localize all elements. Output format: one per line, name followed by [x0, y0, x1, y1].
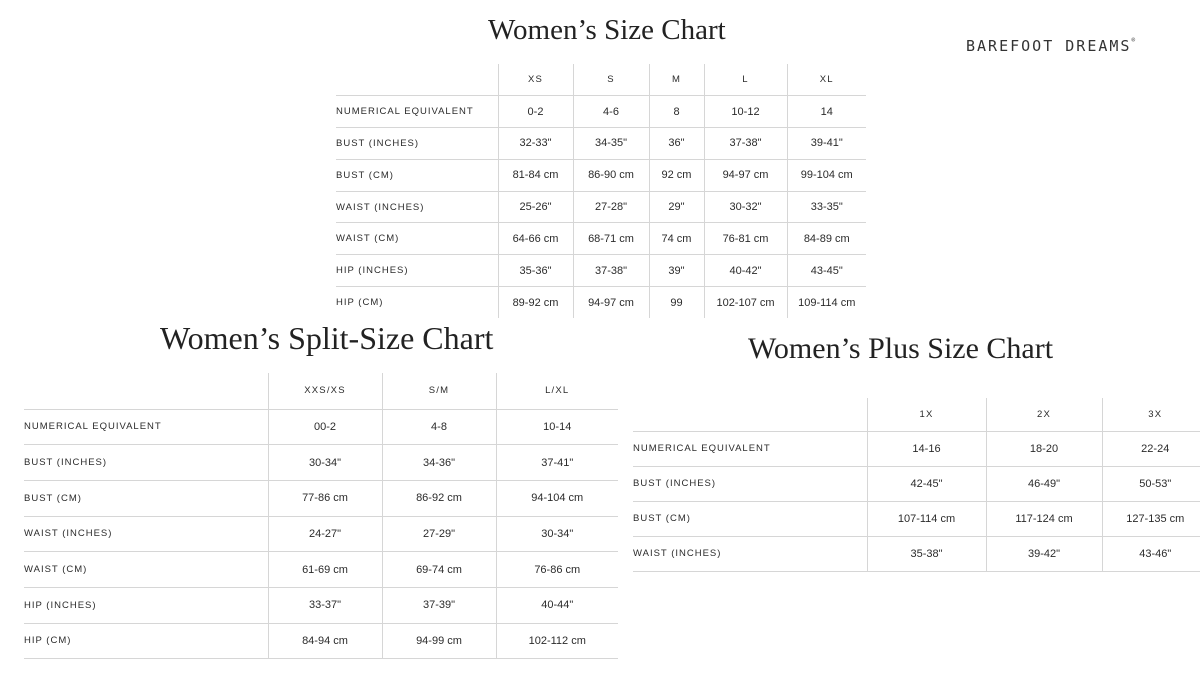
row-label: BUST (CM) [24, 480, 268, 516]
table-cell: 89-92 cm [498, 287, 573, 319]
table-cell: 37-41" [496, 445, 618, 481]
table-row [633, 431, 1200, 466]
table-cell: 50-53" [1102, 466, 1200, 501]
column-header: L [704, 64, 787, 96]
column-header: L/XL [496, 373, 618, 409]
table-cell: 94-97 cm [573, 287, 649, 319]
womens-plus-size-table [633, 398, 1200, 572]
row-label: BUST (CM) [633, 501, 867, 536]
table-row [24, 445, 618, 481]
table-cell: 29" [649, 191, 704, 223]
table-cell: 35-38" [867, 536, 986, 571]
column-header: 1X [867, 398, 986, 431]
row-label: WAIST (CM) [336, 223, 498, 255]
table-cell: 4-6 [573, 96, 649, 128]
table-cell: 127-135 cm [1102, 501, 1200, 536]
table-cell: 37-39" [382, 587, 496, 623]
column-header: XS [498, 64, 573, 96]
table-cell: 39-41" [787, 128, 866, 160]
table-cell: 33-35" [787, 191, 866, 223]
column-header: S/M [382, 373, 496, 409]
table-cell: 33-37" [268, 587, 382, 623]
table-cell: 99 [649, 287, 704, 319]
table-cell: 34-35" [573, 128, 649, 160]
row-label-header [336, 64, 498, 96]
table-cell: 37-38" [704, 128, 787, 160]
table-row [336, 287, 866, 319]
row-label: WAIST (INCHES) [633, 536, 867, 571]
table-cell: 69-74 cm [382, 552, 496, 588]
table-cell: 102-107 cm [704, 287, 787, 319]
row-label: HIP (CM) [24, 623, 268, 659]
row-label: HIP (INCHES) [24, 587, 268, 623]
table-cell: 30-34" [268, 445, 382, 481]
table-cell: 18-20 [986, 431, 1102, 466]
table-row [24, 480, 618, 516]
table-cell: 39-42" [986, 536, 1102, 571]
table-cell: 36" [649, 128, 704, 160]
table-cell: 30-34" [496, 516, 618, 552]
table-cell: 8 [649, 96, 704, 128]
table-cell: 76-86 cm [496, 552, 618, 588]
table-row [24, 587, 618, 623]
table-cell: 0-2 [498, 96, 573, 128]
column-header: 3X [1102, 398, 1200, 431]
table-cell: 94-99 cm [382, 623, 496, 659]
table-cell: 27-29" [382, 516, 496, 552]
table-cell: 43-45" [787, 255, 866, 287]
row-label-header [24, 373, 268, 409]
womens-plus-size-chart-title: Women’s Plus Size Chart [748, 332, 1054, 365]
table-cell: 32-33" [498, 128, 573, 160]
table-row [24, 623, 618, 659]
table-cell: 43-46" [1102, 536, 1200, 571]
table-cell: 94-97 cm [704, 159, 787, 191]
table-cell: 94-104 cm [496, 480, 618, 516]
table-cell: 92 cm [649, 159, 704, 191]
table-cell: 42-45" [867, 466, 986, 501]
table-row [633, 466, 1200, 501]
table-cell: 109-114 cm [787, 287, 866, 319]
table-cell: 68-71 cm [573, 223, 649, 255]
table-row [24, 552, 618, 588]
table-header-row [336, 64, 866, 96]
table-row [336, 96, 866, 128]
table-cell: 99-104 cm [787, 159, 866, 191]
column-header: 2X [986, 398, 1102, 431]
table-cell: 34-36" [382, 445, 496, 481]
table-row [336, 191, 866, 223]
row-label: WAIST (INCHES) [24, 516, 268, 552]
row-label-header [633, 398, 867, 431]
registered-mark: ® [1131, 37, 1136, 44]
table-cell: 10-14 [496, 409, 618, 445]
row-label: NUMERICAL EQUIVALENT [336, 96, 498, 128]
womens-split-size-chart-title: Women’s Split-Size Chart [160, 320, 494, 356]
table-cell: 37-38" [573, 255, 649, 287]
table-cell: 40-42" [704, 255, 787, 287]
table-cell: 81-84 cm [498, 159, 573, 191]
table-cell: 40-44" [496, 587, 618, 623]
row-label: BUST (INCHES) [24, 445, 268, 481]
table-row [633, 536, 1200, 571]
table-cell: 86-90 cm [573, 159, 649, 191]
row-label: WAIST (CM) [24, 552, 268, 588]
table-cell: 117-124 cm [986, 501, 1102, 536]
table-cell: 84-89 cm [787, 223, 866, 255]
row-label: NUMERICAL EQUIVALENT [633, 431, 867, 466]
row-label: NUMERICAL EQUIVALENT [24, 409, 268, 445]
table-cell: 84-94 cm [268, 623, 382, 659]
column-header: S [573, 64, 649, 96]
table-cell: 76-81 cm [704, 223, 787, 255]
row-label: BUST (INCHES) [336, 128, 498, 160]
table-cell: 46-49" [986, 466, 1102, 501]
row-label: WAIST (INCHES) [336, 191, 498, 223]
table-row [336, 159, 866, 191]
table-row [24, 409, 618, 445]
table-cell: 27-28" [573, 191, 649, 223]
table-header-row [633, 398, 1200, 431]
table-cell: 4-8 [382, 409, 496, 445]
table-cell: 14 [787, 96, 866, 128]
column-header: XL [787, 64, 866, 96]
brand-logo [966, 37, 1135, 55]
table-row [633, 501, 1200, 536]
table-row [336, 128, 866, 160]
table-cell: 77-86 cm [268, 480, 382, 516]
table-cell: 35-36" [498, 255, 573, 287]
table-cell: 22-24 [1102, 431, 1200, 466]
table-cell: 74 cm [649, 223, 704, 255]
row-label: HIP (CM) [336, 287, 498, 319]
table-cell: 39" [649, 255, 704, 287]
column-header: M [649, 64, 704, 96]
table-cell: 25-26" [498, 191, 573, 223]
table-cell: 61-69 cm [268, 552, 382, 588]
womens-size-chart-title: Women’s Size Chart [488, 14, 726, 46]
table-header-row [24, 373, 618, 409]
table-cell: 24-27" [268, 516, 382, 552]
womens-split-size-table [24, 373, 618, 659]
table-cell: 64-66 cm [498, 223, 573, 255]
table-row [336, 223, 866, 255]
row-label: HIP (INCHES) [336, 255, 498, 287]
table-cell: 107-114 cm [867, 501, 986, 536]
table-cell: 14-16 [867, 431, 986, 466]
table-cell: 86-92 cm [382, 480, 496, 516]
brand-name: BAREFOOT DREAMS [966, 37, 1132, 55]
row-label: BUST (CM) [336, 159, 498, 191]
row-label: BUST (INCHES) [633, 466, 867, 501]
table-cell: 102-112 cm [496, 623, 618, 659]
column-header: XXS/XS [268, 373, 382, 409]
womens-size-table [336, 64, 866, 318]
table-row [336, 255, 866, 287]
table-row [24, 516, 618, 552]
table-cell: 10-12 [704, 96, 787, 128]
table-cell: 00-2 [268, 409, 382, 445]
table-cell: 30-32" [704, 191, 787, 223]
